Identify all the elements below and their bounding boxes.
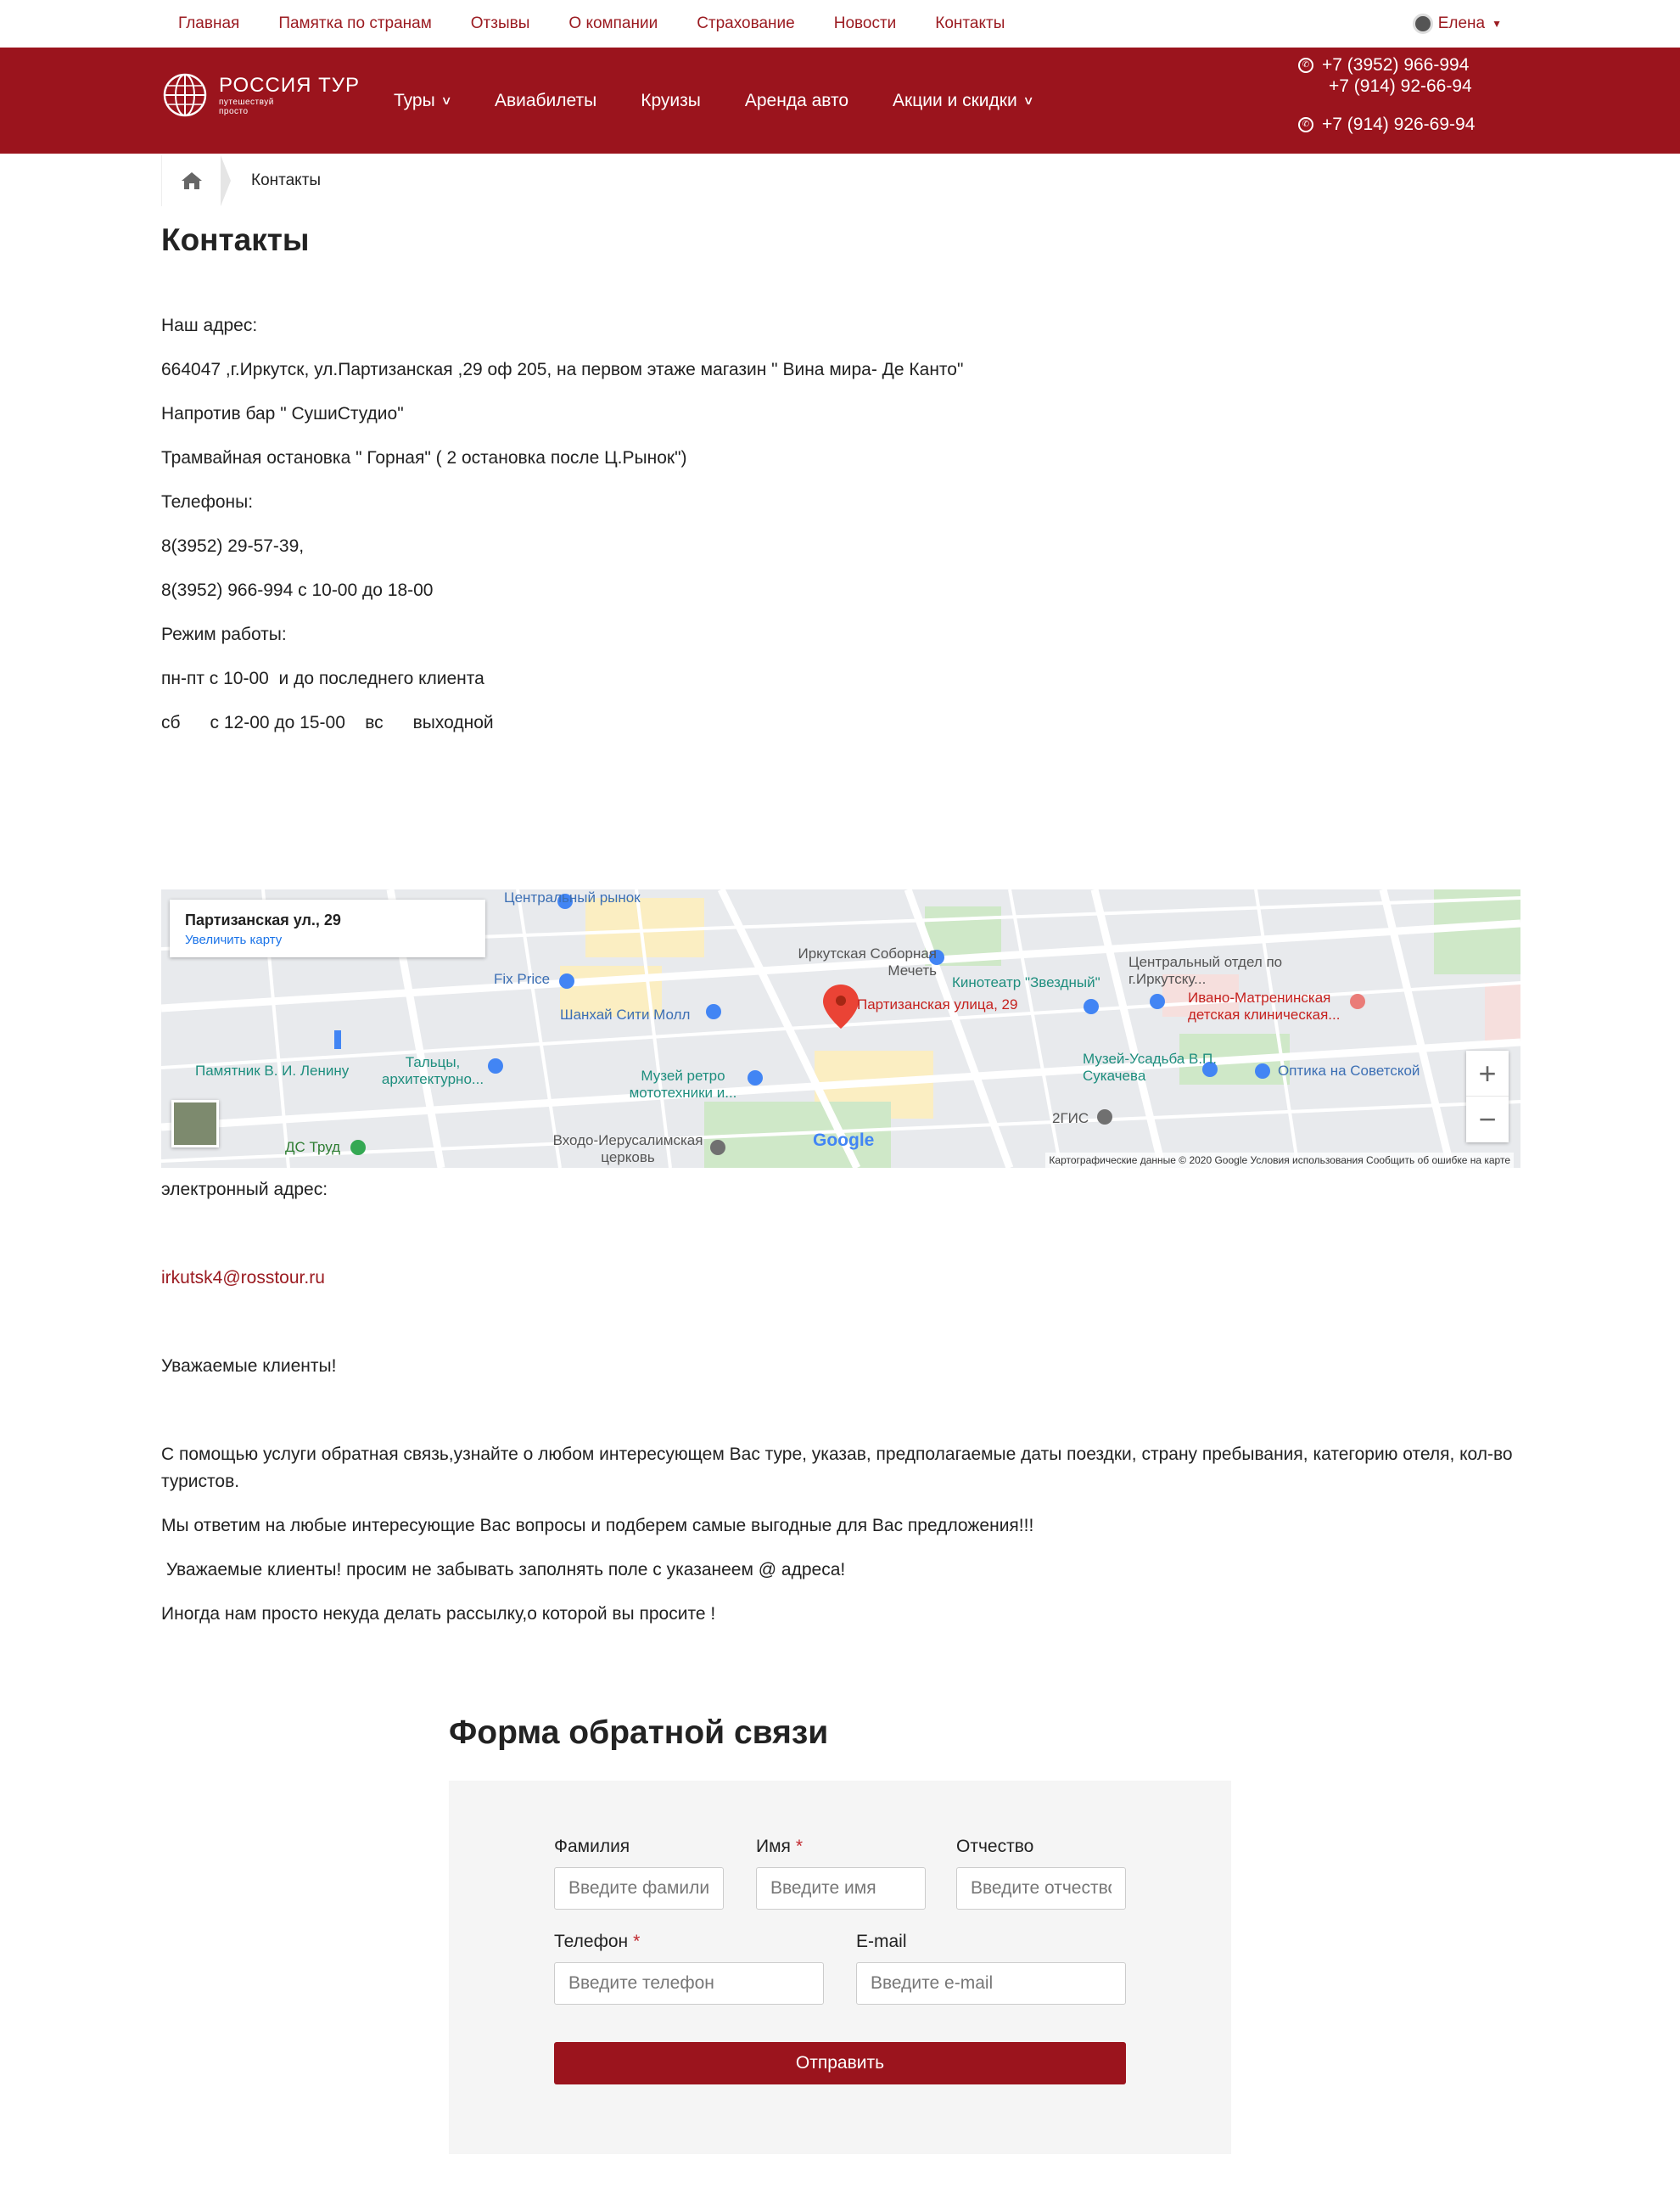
address-landmark: Напротив бар " СушиСтудио" [161,404,404,424]
phone-label [554,1932,640,1952]
main-nav [394,48,1077,154]
main-nav-car-rental[interactable] [745,91,848,111]
map-info-card [170,900,485,957]
logo-title: РОССИЯ ТУР [219,74,360,97]
required-mark: * [633,1932,641,1951]
patronymic-label: Отчество [956,1837,1034,1856]
main-nav-cruises[interactable] [641,91,701,111]
map-label-shanghai: Шанхай Сити Молл [560,1007,691,1023]
hours-heading: Режим работы: [161,625,287,644]
top-nav-about[interactable]: О компании [568,14,658,32]
map-label-church: Входо-Иерусалимская церковь [552,1132,703,1165]
breadcrumb-current: Контакты [251,171,322,189]
main-header [0,48,1680,154]
map-card-address: Партизанская ул., 29 [185,912,341,928]
map-label-lenin: Памятник В. И. Ленину [195,1063,350,1079]
email-label: электронный адрес: [161,1180,328,1199]
address-heading: Наш адрес: [161,316,258,335]
logo-subtitle-2: просто [219,107,249,116]
required-mark: * [795,1837,804,1856]
phone-field[interactable] [554,1962,824,2005]
chevron-down-icon: ∨ [1022,93,1034,107]
top-nav-reviews[interactable]: Отзывы [470,14,530,32]
hours-weekend: сб с 12-00 до 15-00 вс выходной [161,713,494,732]
paragraph-answer: Мы ответим на любые интересующие Вас вопросы и подберем самые выгодные для Вас предложения!!! [161,1516,1034,1535]
hours-weekdays: пн-пт с 10-00 и до последнего клиента [161,669,484,688]
google-logo: Google [813,1130,875,1150]
main-nav-flights[interactable] [495,91,596,111]
feedback-form [449,1781,1231,2154]
caret-down-icon: ▼ [1492,18,1502,30]
whatsapp-icon: ✆ [1298,117,1313,132]
map-label-pin: Партизанская улица, 29 [857,996,1018,1013]
map-label-ds-trud: ДС Труд [285,1139,341,1155]
site-logo[interactable] [161,71,360,119]
top-nav-home[interactable]: Главная [178,14,240,32]
phone-whatsapp[interactable] [1298,114,1475,135]
map-label-central-market: Центральный рынок [504,889,641,906]
header-phones [1298,54,1475,135]
google-map[interactable] [161,889,1520,1168]
page-title: Контакты [161,222,310,257]
avatar [1413,14,1433,34]
main-nav-promotions-label: Акции и скидки [893,90,1017,110]
phone-3: +7 (914) 926-69-94 [1322,115,1476,134]
satellite-toggle-button[interactable] [171,1100,219,1147]
map-label-optika: Оптика на Советской [1278,1063,1420,1079]
home-icon [181,171,203,190]
phone-line-2: 8(3952) 966-994 с 10-00 до 18-00 [161,581,434,600]
zoom-out-button[interactable]: − [1478,1102,1497,1136]
breadcrumb [161,154,321,207]
map-copyright[interactable]: Картографические данные © 2020 Google Условия использования Сообщить об ошибке на карте [1045,1153,1514,1168]
patronymic-field[interactable] [956,1867,1126,1910]
zoom-in-button[interactable]: + [1466,1051,1509,1097]
top-nav-contacts[interactable]: Контакты [935,14,1005,32]
phone-viber[interactable] [1298,54,1475,76]
map-enlarge-link[interactable]: Увеличить карту [185,933,283,947]
surname-field[interactable] [554,1867,724,1910]
map-label-2gis: 2ГИС [1052,1110,1089,1126]
main-nav-cruises-label: Круизы [641,90,701,110]
top-bar [0,0,1680,48]
email-field-label: E-mail [856,1932,907,1951]
greeting: Уважаемые клиенты! [161,1356,337,1376]
globe-logo-icon [161,71,209,119]
surname-label: Фамилия [554,1837,630,1856]
phone-line-1: 8(3952) 29-57-39, [161,536,305,556]
phone-label-text: Телефон [554,1932,629,1951]
phone-2-row[interactable] [1298,76,1475,97]
breadcrumb-separator [221,155,232,206]
main-nav-promotions[interactable] [893,91,1033,111]
form-title: Форма обратной связи [449,1714,829,1751]
map-label-taltsy: Тальцы, архитектурно... [381,1054,484,1087]
map-label-hospital: Ивано-Матренинская детская клиническая... [1188,990,1341,1023]
address-tram-stop: Трамвайная остановка " Горная" ( 2 остановка после Ц.Рынок") [161,448,687,468]
name-label-text: Имя [756,1837,791,1856]
top-nav [178,0,1044,48]
map-label-sukachev: Музей-Усадьба В.П. Сукачева [1083,1051,1217,1084]
phone-1: +7 (3952) 966-994 [1322,55,1470,75]
email-link[interactable]: irkutsk4@rosstour.ru [161,1268,325,1288]
map-label-moto-museum: Музей ретро мототехники и... [629,1068,737,1101]
phone-2: +7 (914) 92-66-94 [1329,76,1472,96]
map-label-police: Центральный отдел по г.Иркутску... [1128,954,1283,987]
top-nav-news[interactable]: Новости [833,14,897,32]
main-nav-flights-label: Авиабилеты [494,90,597,110]
name-label [756,1837,803,1857]
map-label-mosque: Иркутская Соборная Мечеть [798,945,937,979]
paragraph-email-reminder: Уважаемые клиенты! просим не забывать заполнять поле с указанеем @ адреса! [161,1560,846,1579]
top-nav-country-guide[interactable]: Памятка по странам [278,14,432,32]
main-nav-tours-label: Туры [394,90,435,110]
phones-heading: Телефоны: [161,492,254,512]
main-nav-car-rental-label: Аренда авто [744,90,849,110]
email-field[interactable] [856,1962,1126,2005]
submit-button[interactable]: Отправить [554,2042,1126,2084]
address-line: 664047 ,г.Иркутск, ул.Партизанская ,29 оф 205, на первом этаже магазин " Вина мира- Де Канто" [161,360,964,379]
viber-icon: ✆ [1298,58,1313,73]
top-nav-insurance[interactable]: Страхование [697,14,795,32]
map-label-cinema: Кинотеатр "Звездный" [952,974,1100,990]
breadcrumb-home[interactable] [161,155,221,206]
logo-subtitle-1: путешествуй [219,98,274,107]
name-field[interactable] [756,1867,926,1910]
paragraph-feedback: С помощью услуги обратная связь,узнайте о любом интересующем Вас туре, указав, предполагаемые даты поездки, страну пребывания, категорию отеля, кол-во туристов. [161,1445,1513,1491]
map-zoom-controls [1466,1051,1509,1142]
user-menu[interactable] [1413,0,1502,48]
chevron-down-icon: ∨ [440,93,452,107]
user-name: Елена [1437,14,1486,32]
paragraph-mailing: Иногда нам просто некуда делать рассылку,о которой вы просите ! [161,1604,716,1624]
main-nav-tours[interactable] [394,91,451,111]
map-label-fix-price: Fix Price [494,971,551,987]
